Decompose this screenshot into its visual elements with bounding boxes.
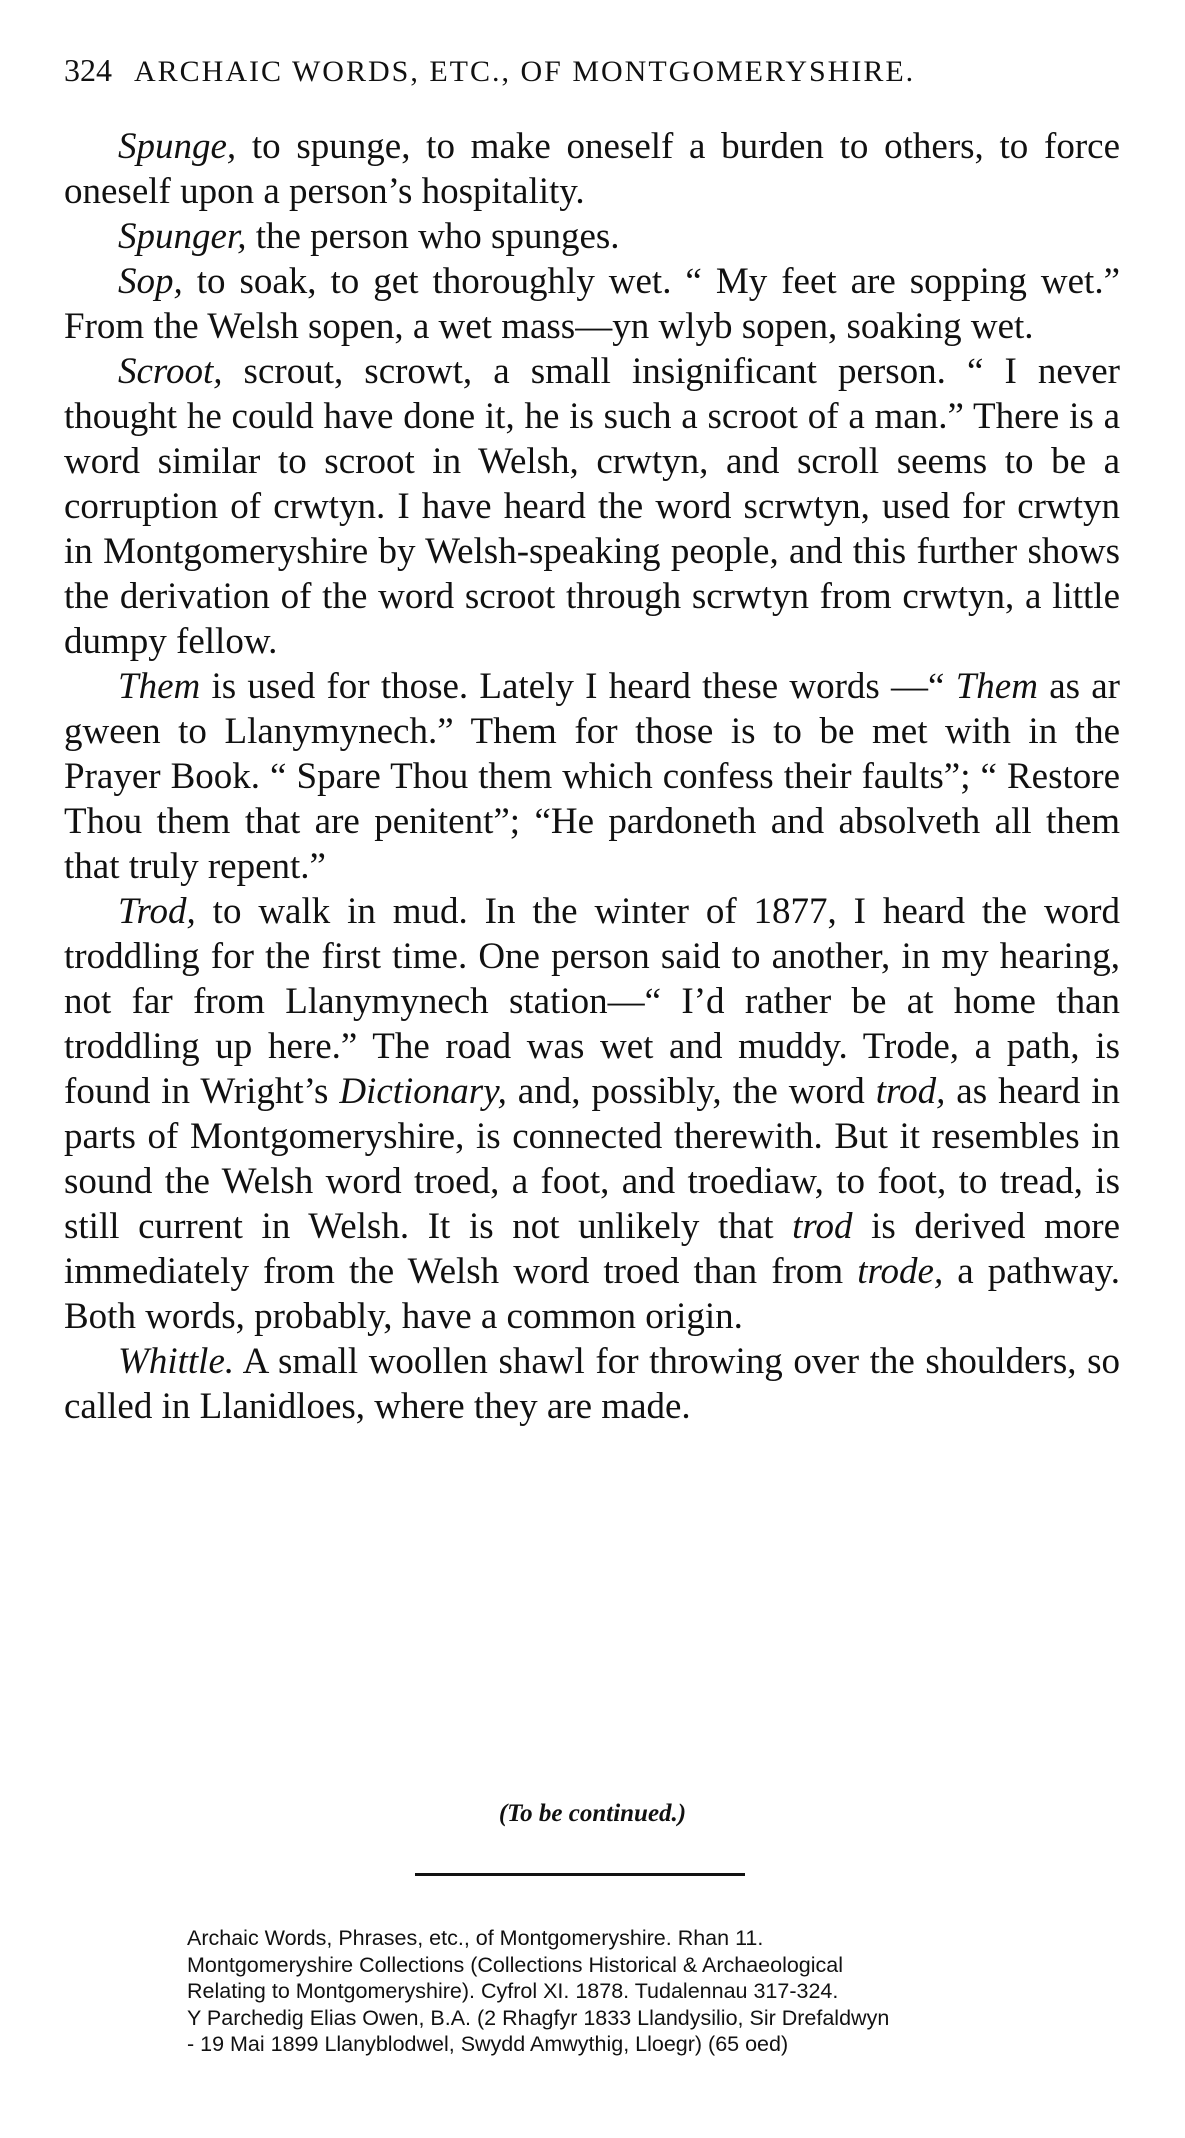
entry-term: Whittle.	[118, 1341, 235, 1382]
entry-definition: to soak, to get thoroughly wet. “ My feet are sopping wet.” From the Welsh sopen, a wet mass—yn wlyb sopen, soaking wet.	[64, 261, 1120, 347]
citation-line: - 19 Mai 1899 Llanyblodwel, Swydd Amwythig, Lloegr) (65 oed)	[187, 2032, 789, 2056]
entry-whittle	[64, 1339, 1120, 1429]
citation-line: Archaic Words, Phrases, etc., of Montgomeryshire. Rhan 11.	[187, 1926, 764, 1950]
entry-spunge	[64, 124, 1120, 214]
entry-term: Sop,	[118, 261, 183, 302]
citation-line: Relating to Montgomeryshire). Cyfrol XI. 1878. Tudalennau 317-324.	[187, 1979, 839, 2003]
page-number: 324	[64, 52, 112, 88]
running-header	[64, 52, 1124, 89]
dictionary-entries	[64, 124, 1120, 1429]
entry-definition: A small woollen shawl for throwing over the shoulders, so called in Llanidloes, where they are made.	[64, 1341, 1120, 1427]
entry-italic-word: trod,	[875, 1071, 946, 1112]
entry-trod	[64, 889, 1120, 1339]
citation-line: Y Parchedig Elias Owen, B.A. (2 Rhagfyr 1833 Llandysilio, Sir Drefaldwyn	[187, 2005, 890, 2030]
entry-definition: the person who spunges.	[246, 216, 620, 257]
to-be-continued-note: (To be continued.)	[498, 1800, 687, 1827]
entry-italic-word: trode,	[857, 1251, 944, 1292]
entry-definition: is used for those. Lately I heard these words —“	[200, 666, 956, 707]
entry-definition: as ar gween to Llanymynech.” Them for those is to be met with in the Prayer Book. “ Spare Thou them which confess their faults”; “ Restore Thou them that are penitent”; “He pardoneth and absolveth all them that truly repent.”	[64, 666, 1120, 887]
entry-definition: scrout, scrowt, a small insignificant person. “ I never thought he could have done it, he is such a scroot of a man.” There is a word similar to scroot in Welsh, crwtyn, and scroll seems to be a corruption of crwtyn. I have heard the word scrwtyn, used for crwtyn in Montgomeryshire by Welsh-speaking people, and this further shows the derivation of the word scroot through scrwtyn from crwtyn, a little dumpy fellow.	[64, 351, 1120, 662]
entry-scroot	[64, 349, 1120, 664]
entry-definition: to walk in mud. In the winter of 1877, I heard the word troddling for the first time. One person said to another, in my hearing, not far from Llanymynech station—“ I’d rather be at home than troddling up here.” The road was wet and muddy. Trode, a path, is found in Wright’s	[64, 891, 1120, 1112]
entry-term: Them	[118, 666, 201, 707]
citation-line: Montgomeryshire Collections (Collections Historical & Archaeological	[187, 1952, 844, 1977]
entry-italic-word: Dictionary,	[339, 1071, 507, 1112]
entry-definition: to spunge, to make oneself a burden to others, to force oneself upon a person’s hospitality.	[64, 126, 1120, 212]
entry-definition: is derived more immediately from the Welsh word troed than from	[64, 1206, 1120, 1292]
entry-them	[64, 664, 1120, 889]
entry-definition: a pathway. Both words, probably, have a common origin.	[64, 1251, 1120, 1337]
entry-term: Scroot,	[118, 351, 223, 392]
entry-sop	[64, 259, 1120, 349]
section-divider	[415, 1873, 745, 1876]
source-citation	[187, 1925, 1087, 2058]
running-title: ARCHAIC WORDS, ETC., OF MONTGOMERYSHIRE.	[134, 55, 916, 88]
entry-term: Spunge,	[118, 126, 237, 167]
entry-italic-word: Them	[955, 666, 1038, 707]
entry-spunger	[64, 214, 1120, 259]
entry-term: Spunger,	[118, 216, 247, 257]
entry-term: Trod,	[118, 891, 196, 932]
entry-italic-word: trod	[792, 1206, 853, 1247]
entry-definition: and, possibly, the word	[506, 1071, 876, 1112]
entry-definition: as heard in parts of Montgomeryshire, is connected therewith. But it resembles in sound the Welsh word troed, a foot, and troediaw, to foot, to tread, is still current in Welsh. It is not unlikely that	[64, 1071, 1120, 1247]
